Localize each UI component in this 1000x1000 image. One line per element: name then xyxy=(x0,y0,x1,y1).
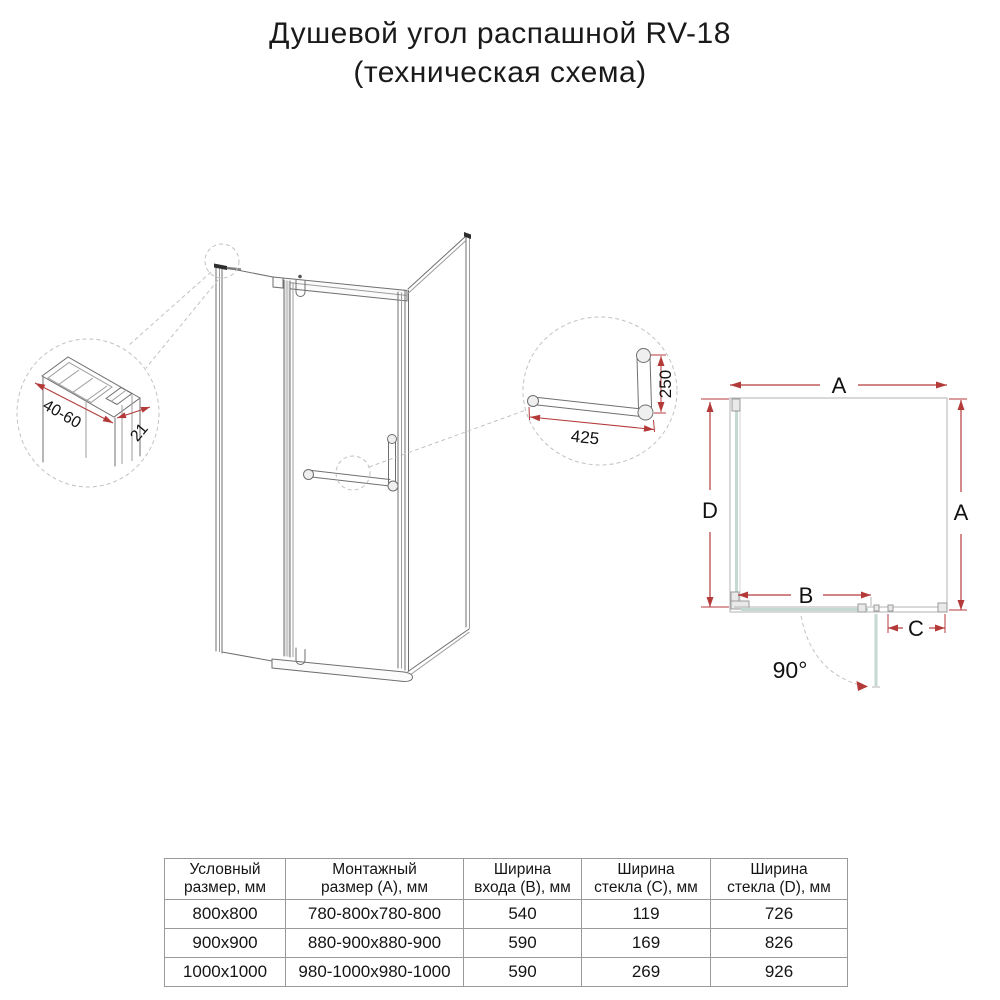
threshold-bar xyxy=(272,659,413,682)
profile-detail-callout xyxy=(17,339,159,487)
plan-view xyxy=(701,373,969,691)
table-row xyxy=(165,900,848,929)
table-cell: 926 xyxy=(711,958,848,987)
dim-label-a-top: A xyxy=(831,373,847,398)
dim-label-handle-length: 425 xyxy=(569,426,601,449)
table-cell: 169 xyxy=(582,929,711,958)
table-row xyxy=(165,958,848,987)
table-cell: 780-800x780-800 xyxy=(286,900,464,929)
dim-label-a-right: A xyxy=(953,500,969,525)
table-cell: 540 xyxy=(464,900,582,929)
table-cell: 726 xyxy=(711,900,848,929)
table-cell: 1000x1000 xyxy=(165,958,286,987)
column-header: Ширина стекла (C), мм xyxy=(582,859,711,900)
table-cell: 269 xyxy=(582,958,711,987)
table-cell: 590 xyxy=(464,929,582,958)
dim-label-c: C xyxy=(908,616,924,641)
column-header: Ширина входа (B), мм xyxy=(464,859,582,900)
column-header: Ширина стекла (D), мм xyxy=(711,859,848,900)
plan-door-pivot xyxy=(858,604,866,612)
dim-label-d: D xyxy=(702,498,718,523)
table-header-row xyxy=(165,859,848,900)
plan-top-profile xyxy=(732,399,740,411)
dim-label-b: B xyxy=(798,583,814,608)
table-cell: 119 xyxy=(582,900,711,929)
dim-label-profile-width: 40-60 xyxy=(39,396,84,433)
column-header: Монтажный размер (А), мм xyxy=(286,859,464,900)
table-cell: 800x800 xyxy=(165,900,286,929)
table-cell: 880-900x880-900 xyxy=(286,929,464,958)
door-handle xyxy=(304,435,399,492)
page-title-line-1: Душевой угол распашной RV-18 xyxy=(269,17,731,50)
handle-detail-callout xyxy=(523,317,677,465)
handle-zoom-mark xyxy=(336,456,370,490)
size-table xyxy=(164,858,848,987)
column-header: Условный размер, мм xyxy=(165,859,286,900)
table-cell: 900x900 xyxy=(165,929,286,958)
table-row xyxy=(165,929,848,958)
plan-angle-label: 90° xyxy=(772,657,808,683)
page-title-line-2: (техническая схема) xyxy=(353,56,647,89)
dim-label-profile-depth: 21 xyxy=(127,420,152,445)
table-cell: 826 xyxy=(711,929,848,958)
side-panel-top-cap xyxy=(464,232,471,239)
table-cell: 590 xyxy=(464,958,582,987)
dim-label-handle-height: 250 xyxy=(656,369,675,399)
table-cell: 980-1000x980-1000 xyxy=(286,958,464,987)
shower-3d-view xyxy=(128,232,526,682)
